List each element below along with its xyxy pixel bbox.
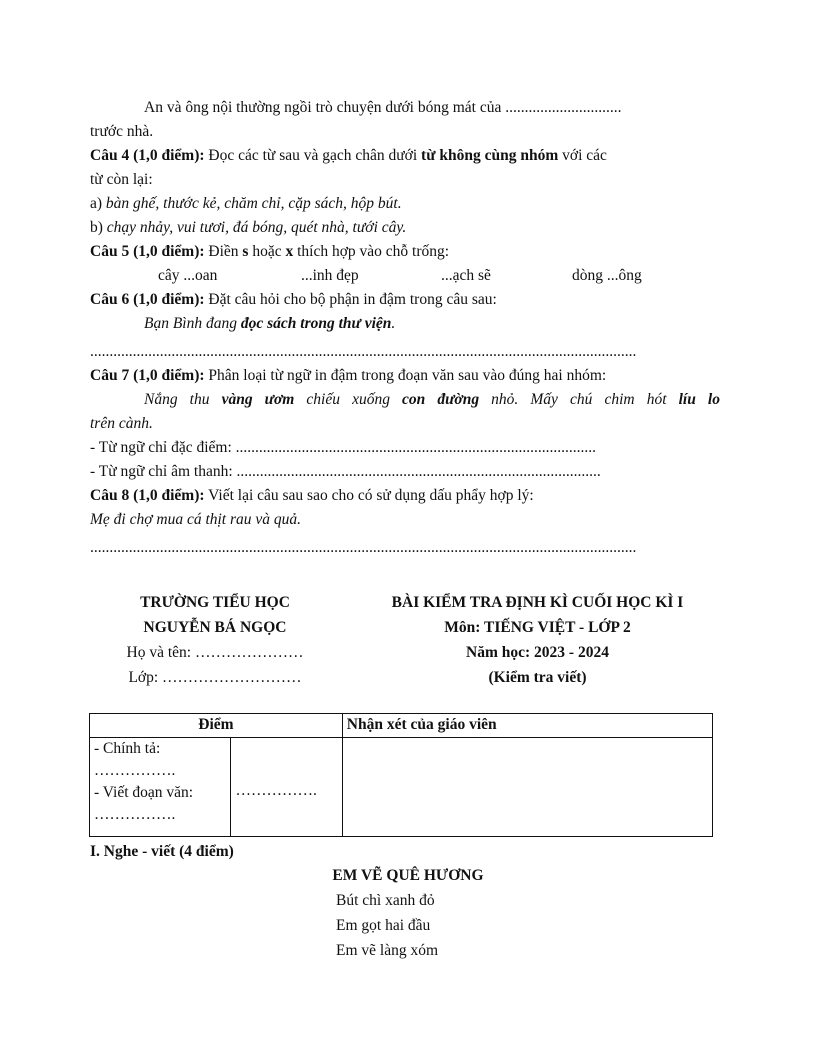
q4-b-text: chạy nhảy, vui tươi, đá bóng, quét nhà, tưới cây.: [106, 219, 407, 236]
q5-text-b: hoặc: [248, 243, 286, 260]
q6-text: Đặt câu hỏi cho bộ phận in đậm trong câu sau:: [204, 291, 497, 308]
score-breakdown: [90, 738, 231, 837]
q8-sentence: Mẹ đi chợ mua cá thịt rau và quả.: [90, 511, 302, 528]
question-7: [90, 364, 720, 388]
q5-item: cây ...oan: [158, 267, 218, 284]
exam-type: (Kiểm tra viết): [488, 669, 587, 686]
q4-text: Đọc các từ sau và gạch chân dưới: [204, 147, 422, 164]
q4-b-prefix: b): [90, 219, 107, 236]
q4-text-b: với các: [558, 147, 607, 164]
exam-year: Năm học: 2023 - 2024: [466, 644, 609, 661]
q7-p2: chiếu xuống: [294, 391, 403, 408]
q7-b1: vàng ươm: [221, 391, 295, 408]
q7-paragraph: [90, 388, 720, 412]
spelling-score[interactable]: …………….: [94, 762, 176, 779]
exam-subject: Môn: TIẾNG VIỆT - LỚP 2: [444, 619, 631, 636]
q4-bold: từ không cùng nhóm: [421, 147, 559, 164]
q6-sentence: [90, 312, 720, 336]
q5-items: [90, 264, 720, 288]
school-name-1: TRƯỜNG TIỂU HỌC: [140, 594, 290, 611]
q5-item: ...ạch sẽ: [441, 267, 491, 284]
q6-answer-line[interactable]: .............................................................................................................................................: [90, 343, 637, 360]
q5-x: x: [285, 243, 294, 260]
q8-answer-line[interactable]: .............................................................................................................................................: [90, 539, 637, 556]
q7-p3: nhỏ. Mấy chú chim hót: [479, 391, 679, 408]
q7-p1: Nắng thu: [144, 391, 222, 408]
q4-option-b: [90, 216, 720, 240]
q5-text-a: Điền: [204, 243, 243, 260]
q5-item: dòng ...ông: [572, 267, 642, 284]
q4-a-text: bàn ghế, thước kẻ, chăm chỉ, cặp sách, hộp bút.: [105, 195, 402, 212]
question-8: [90, 484, 720, 508]
q7-b3: líu lo: [678, 391, 720, 408]
school-name-2: NGUYỄN BÁ NGỌC: [143, 619, 287, 636]
paragraph-label: - Viết đoạn văn:: [94, 784, 194, 801]
q7-paragraph-line2: trên cành.: [90, 415, 153, 432]
poem-line: Em gọt hai đầu: [336, 917, 431, 934]
q7-b2: con đường: [402, 391, 480, 408]
q4-label: Câu 4 (1,0 điểm):: [90, 147, 205, 164]
exam-title-block: [345, 590, 730, 690]
student-name-field[interactable]: Họ và tên: …………………: [126, 644, 304, 661]
q6-sentence-b: .: [391, 315, 396, 332]
q5-label: Câu 5 (1,0 điểm):: [90, 243, 205, 260]
question-5: [90, 240, 720, 264]
q7-feature-line[interactable]: - Từ ngữ chỉ đặc điểm: .............................................................................................: [90, 439, 597, 456]
q7-sound-line[interactable]: - Từ ngữ chỉ âm thanh: ..............................................................................................: [90, 463, 601, 480]
q6-label: Câu 6 (1,0 điểm):: [90, 291, 205, 308]
question-4: [90, 144, 720, 168]
total-score[interactable]: [231, 738, 342, 837]
school-block: [90, 590, 340, 690]
q5-item: ...inh đẹp: [301, 267, 359, 284]
poem-line: Bút chì xanh đỏ: [336, 892, 435, 909]
q7-label: Câu 7 (1,0 điểm):: [90, 367, 205, 384]
teacher-comment[interactable]: [342, 738, 712, 837]
q7-text: Phân loại từ ngữ in đậm trong đoạn văn sau vào đúng hai nhóm:: [204, 367, 607, 384]
student-class-field[interactable]: Lớp: ………………………: [128, 669, 302, 686]
q4-line2: từ còn lại:: [90, 171, 153, 188]
q3-tail-line2: trước nhà.: [90, 123, 154, 140]
question-6: [90, 288, 720, 312]
q4-a-prefix: a): [90, 195, 106, 212]
q3-tail-line: An và ông nội thường ngồi trò chuyện dưới bóng mát của ..............................: [144, 99, 622, 116]
spelling-label: - Chính tả:: [94, 740, 161, 757]
poem-title: EM VẼ QUÊ HƯƠNG: [332, 867, 484, 884]
score-table: [89, 713, 713, 837]
paragraph-score[interactable]: …………….: [94, 806, 176, 823]
total-score-dots: …………….: [235, 782, 317, 799]
exam-body: [90, 96, 720, 560]
q8-label: Câu 8 (1,0 điểm):: [90, 487, 205, 504]
q5-s: s: [242, 243, 249, 260]
q5-text-c: thích hợp vào chỗ trống:: [293, 243, 450, 260]
exam-header: [90, 590, 720, 690]
comment-header: Nhận xét của giáo viên: [342, 714, 712, 738]
q4-option-a: [90, 192, 720, 216]
q6-sentence-bold: đọc sách trong thư viện: [240, 315, 392, 332]
section-title: I. Nghe - viết (4 điểm): [90, 843, 234, 860]
score-header: Điểm: [90, 714, 343, 738]
q8-text: Viết lại câu sau sao cho có sử dụng dấu phẩy hợp lý:: [204, 487, 534, 504]
q6-sentence-a: Bạn Bình đang: [144, 315, 241, 332]
poem-line: Em vẽ làng xóm: [336, 942, 439, 959]
exam-title: BÀI KIỂM TRA ĐỊNH KÌ CUỐI HỌC KÌ I: [391, 594, 684, 611]
poem: [336, 888, 438, 963]
